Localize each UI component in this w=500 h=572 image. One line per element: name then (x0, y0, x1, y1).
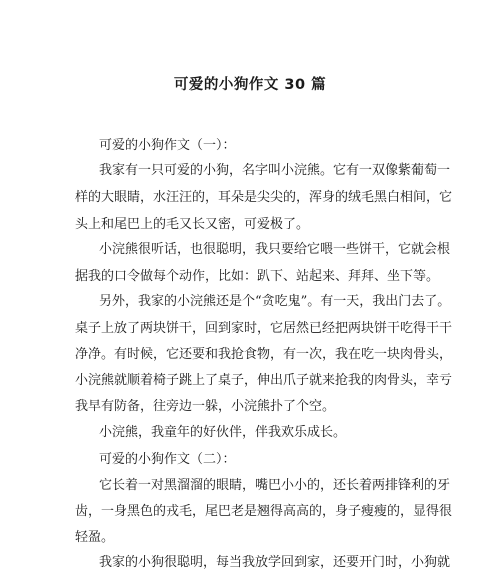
paragraph-line: 样的大眼睛，水汪汪的，耳朵是尖尖的，浑身的绒毛黑白相间，它 (75, 190, 453, 205)
document-title: 可爱的小狗作文 30 篇 (173, 77, 327, 93)
section-heading-2: 可爱的小狗作文（二）： (99, 452, 236, 467)
paragraph-line: 轻盈。 (75, 530, 115, 545)
paragraph-line: 净净。有时候，它还要和我抢食物，有一次，我在吃一块肉骨头， (75, 347, 453, 362)
paragraph-line: 小浣熊很听话，也很聪明，我只要给它喂一些饼干，它就会根 (99, 242, 451, 257)
paragraph-line: 它长着一对黑溜溜的眼睛，嘴巴小小的，还长着两排锋利的牙 (99, 478, 451, 493)
paragraph-line: 我家的小狗很聪明，每当我放学回到家，还要开门时，小狗就 (99, 555, 451, 570)
paragraph-line: 齿，一身黑色的戎毛，尾巴老是翘得高高的，身子瘦瘦的，显得很 (75, 504, 453, 519)
paragraph-line: 头上和尾巴上的毛又长又密，可爱极了。 (75, 217, 310, 232)
section-heading-1: 可爱的小狗作文（一）： (99, 138, 236, 153)
paragraph-line: 我家有一只可爱的小狗，名字叫小浣熊。它有一双像紫葡萄一 (99, 163, 451, 178)
paragraph-line: 另外，我家的小浣熊还是个“贪吃鬼”。有一天，我出门去了。 (99, 294, 451, 309)
paragraph-line: 我早有防备，往旁边一躲，小浣熊扑了个空。 (75, 399, 336, 414)
paragraph-line: 桌子上放了两块饼干，回到家时，它居然已经把两块饼干吃得干干 (75, 321, 453, 336)
paragraph-line: 据我的口令做每个动作，比如：趴下、站起来、拜拜、坐下等。 (75, 269, 440, 284)
paragraph-line: 小浣熊，我童年的好伙伴，伴我欢乐成长。 (99, 425, 347, 440)
paragraph-line: 小浣熊就顺着椅子跳上了桌子，伸出爪子就来抢我的肉骨头，幸亏 (75, 373, 453, 388)
